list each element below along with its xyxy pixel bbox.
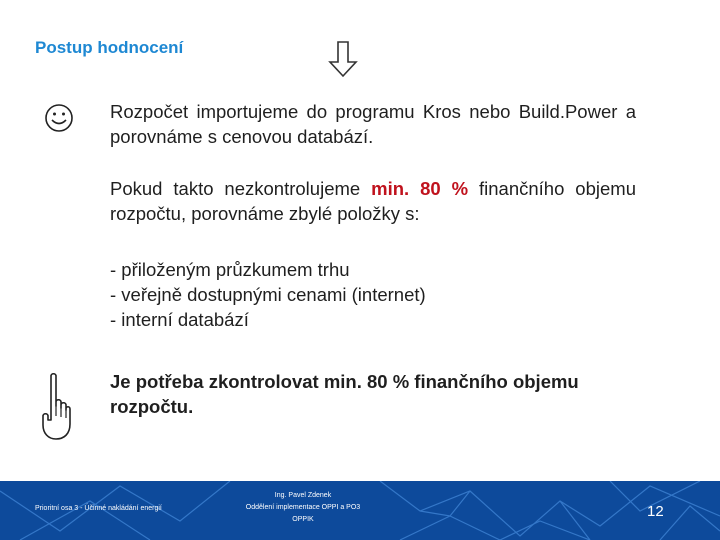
emphasis-note: Je potřeba zkontrolovat min. 80 % finančního objemu rozpočtu. xyxy=(110,371,579,417)
comparison-list xyxy=(110,257,636,332)
footer-bar xyxy=(0,481,720,540)
list-item: - interní databází xyxy=(110,309,249,330)
pointing-hand-icon xyxy=(40,372,72,442)
slide-title: Postup hodnocení xyxy=(35,38,184,57)
footer-program: Prioritní osa 3 - Účinné nakládání energií xyxy=(35,505,162,512)
list-item: - přiloženým průzkumem trhu xyxy=(110,259,350,280)
footer-contact-department: Oddělení implementace OPPI a PO3 xyxy=(245,504,361,511)
paragraph-import: Rozpočet importujeme do programu Kros nebo Build.Power a porovnáme s cenovou databází. xyxy=(110,101,636,147)
page-number: 12 xyxy=(647,503,664,520)
footer-contact-program: OPPIK xyxy=(292,516,314,523)
down-arrow-outline-icon xyxy=(328,40,358,78)
highlight-threshold: min. 80 % xyxy=(371,178,469,199)
smiley-face-icon xyxy=(44,103,74,133)
footer-contact xyxy=(214,490,392,526)
footer-contact-name: Ing. Pavel Zdenek xyxy=(274,492,332,499)
paragraph-check xyxy=(110,176,636,226)
paragraph-check-before: Pokud takto nezkontrolujeme xyxy=(110,178,372,199)
list-item: - veřejně dostupnými cenami (internet) xyxy=(110,284,426,305)
paragraph-check-after: finančního objemu rozpočtu, porovnáme zbylé položky s: xyxy=(110,178,636,224)
